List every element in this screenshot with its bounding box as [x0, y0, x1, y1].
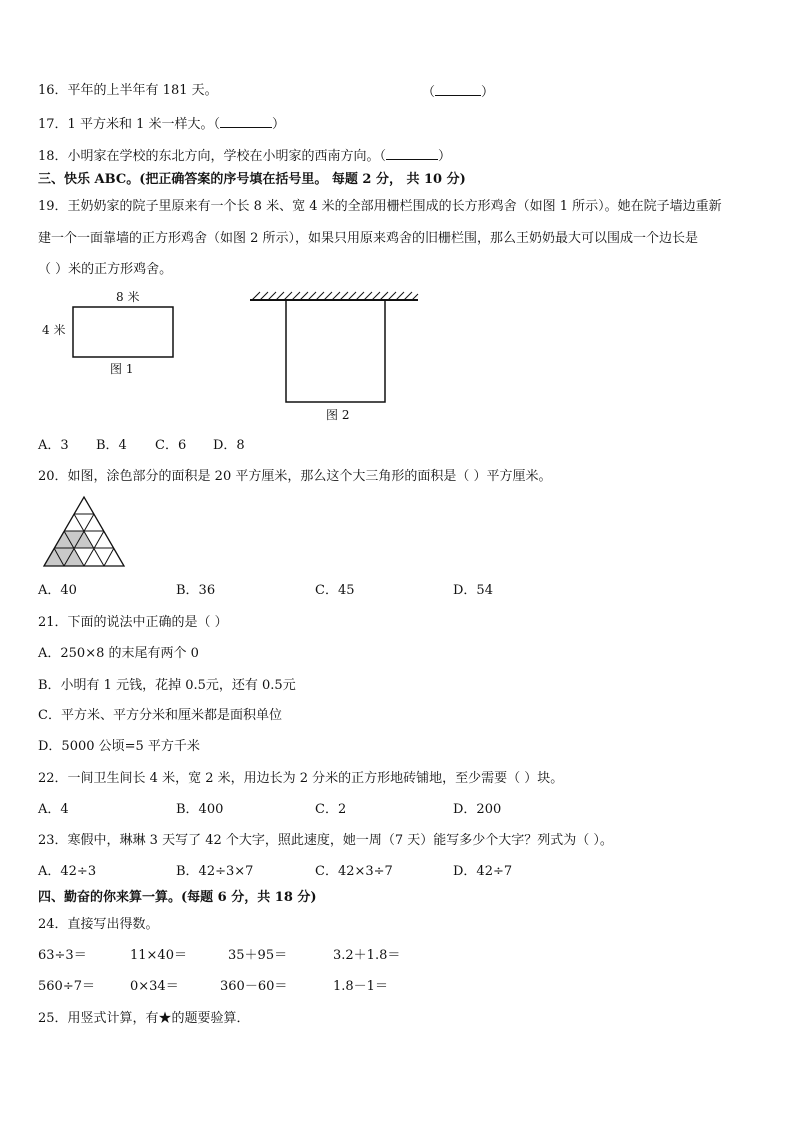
question-22-option-a[interactable]: A．4 — [38, 802, 69, 817]
paren-close: ） — [438, 149, 452, 164]
question-19-line1: 19．王奶奶家的院子里原来有一个长 8 米、宽 4 米的全部用栅栏围成的长方形鸡舍（如图 1 所示）。她在院子墙边重新 — [38, 199, 722, 214]
question-20-triangle-figure — [42, 496, 126, 568]
calc-item[interactable]: 11×40＝ — [130, 948, 187, 963]
question-24: 24．直接写出得数。 — [38, 917, 159, 932]
question-16-answer-paren — [422, 83, 494, 101]
question-23-option-a[interactable]: A．42÷3 — [38, 864, 97, 879]
question-16-text: 16．平年的上半年有 181 天。 — [38, 83, 218, 98]
answer-blank[interactable] — [220, 115, 272, 128]
question-22-option-b[interactable]: B．400 — [176, 802, 224, 817]
answer-blank[interactable] — [386, 147, 438, 160]
calc-item[interactable]: 35＋95＝ — [228, 948, 288, 963]
calc-item[interactable]: 63÷3＝ — [38, 948, 87, 963]
question-22: 22．一间卫生间长 4 米，宽 2 米，用边长为 2 分米的正方形地砖铺地，至少需要（ ）块。 — [38, 771, 564, 786]
question-20: 20．如图，涂色部分的面积是 20 平方厘米，那么这个大三角形的面积是（ ）平方厘米。 — [38, 469, 552, 484]
paren-close: ） — [271, 117, 285, 132]
calc-item[interactable]: 560÷7＝ — [38, 979, 95, 994]
question-23-option-b[interactable]: B．42÷3×7 — [176, 864, 254, 879]
question-21-option-d[interactable]: D．5000 公顷=5 平方千米 — [38, 739, 200, 754]
question-17 — [38, 115, 285, 133]
answer-blank[interactable] — [435, 83, 481, 96]
question-23-option-d[interactable]: D．42÷7 — [453, 864, 513, 879]
question-17-text: 17．1 平方米和 1 米一样大。（ — [38, 117, 220, 132]
question-20-option-a[interactable]: A．40 — [38, 583, 77, 598]
question-25: 25．用竖式计算，有★的题要验算． — [38, 1011, 250, 1026]
figure-1-rectangle — [72, 306, 174, 358]
question-19-option-c[interactable]: C．6 — [155, 438, 187, 453]
question-19-line3: （ ）米的正方形鸡舍。 — [38, 262, 173, 277]
question-19-option-d[interactable]: D．8 — [213, 438, 245, 453]
calc-item[interactable]: 360－60＝ — [220, 979, 288, 994]
paren-close: ） — [481, 85, 495, 100]
question-20-option-d[interactable]: D．54 — [453, 583, 493, 598]
question-16 — [38, 83, 218, 99]
question-20-option-b[interactable]: B．36 — [176, 583, 216, 598]
question-20-option-c[interactable]: C．45 — [315, 583, 355, 598]
question-21-option-c[interactable]: C．平方米、平方分米和厘米都是面积单位 — [38, 708, 282, 723]
question-22-option-d[interactable]: D．200 — [453, 802, 502, 817]
calc-item[interactable]: 1.8－1＝ — [333, 979, 388, 994]
question-18 — [38, 147, 451, 165]
paren-open: （ — [422, 85, 436, 100]
figure-2-caption: 图 2 — [326, 408, 350, 422]
question-22-option-c[interactable]: C．2 — [315, 802, 347, 817]
section-3-title: 三、快乐 ABC。(把正确答案的序号填在括号里。 每题 2 分， 共 10 分) — [38, 172, 466, 187]
figure-2-square-with-wall — [248, 290, 420, 406]
question-23: 23．寒假中，琳琳 3 天写了 42 个大字，照此速度，她一周（7 天）能写多少个大字？列式为（ ）。 — [38, 833, 613, 848]
figure-1-width-label: 8 米 — [116, 290, 140, 304]
question-19-option-b[interactable]: B．4 — [96, 438, 127, 453]
section-4-title: 四、勤奋的你来算一算。(每题 6 分，共 18 分) — [38, 890, 317, 905]
question-21-option-a[interactable]: A．250×8 的末尾有两个 0 — [38, 646, 199, 661]
question-19-option-a[interactable]: A．3 — [38, 438, 69, 453]
question-23-option-c[interactable]: C．42×3÷7 — [315, 864, 393, 879]
calc-item[interactable]: 3.2＋1.8＝ — [333, 948, 401, 963]
figure-1-caption: 图 1 — [110, 362, 134, 376]
calc-item[interactable]: 0×34＝ — [130, 979, 179, 994]
question-18-text: 18．小明家在学校的东北方向，学校在小明家的西南方向。（ — [38, 149, 387, 164]
question-21-option-b[interactable]: B．小明有 1 元钱，花掉 0.5元，还有 0.5元 — [38, 678, 296, 693]
figure-1-height-label: 4 米 — [42, 323, 66, 337]
question-19-line2: 建一个一面靠墙的正方形鸡舍（如图 2 所示），如果只用原来鸡舍的旧栅栏围，那么王奶奶最大可以围成一个边长是 — [38, 231, 699, 246]
question-21: 21．下面的说法中正确的是（ ） — [38, 615, 228, 630]
